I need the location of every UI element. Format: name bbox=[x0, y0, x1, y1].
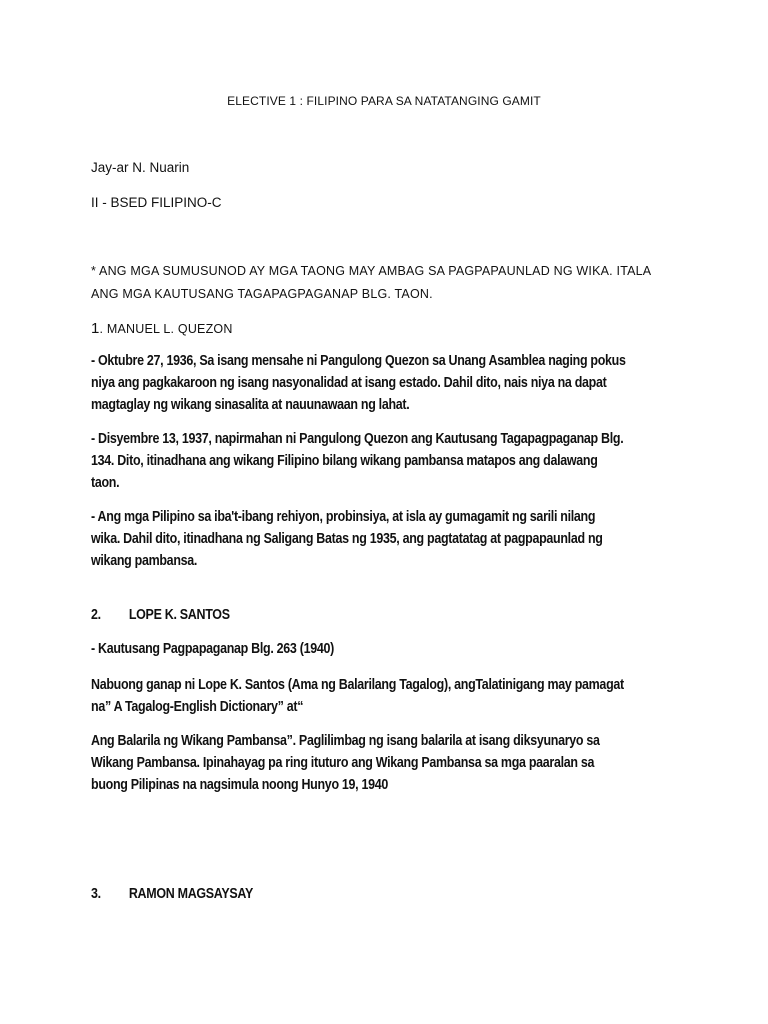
paragraph-line: wikang pambansa. bbox=[91, 553, 198, 569]
paragraph-line: 134. Dito, itinadhana ang wikang Filipino bilang wikang pambansa matapos ang dalawang bbox=[91, 453, 598, 469]
item-heading-quezon bbox=[91, 320, 233, 337]
item-number: 1 bbox=[91, 320, 100, 337]
paragraph-line: Nabuong ganap ni Lope K. Santos (Ama ng Balarilang Tagalog), angTalatinigang may pamagat bbox=[91, 677, 624, 693]
instruction-line: ANG MGA KAUTUSANG TAGAPAGPAGANAP BLG. TAON. bbox=[91, 287, 433, 301]
paragraph-line: wika. Dahil dito, itinadhana ng Saligang Batas ng 1935, ang pagtatatag at pagpapaunlad ng bbox=[91, 531, 603, 547]
paragraph-line: na” A Tagalog-English Dictionary” at“ bbox=[91, 699, 304, 715]
paragraph-line: magtaglay ng wikang sinasalita at nauunawaan ng lahat. bbox=[91, 397, 410, 413]
document-title: ELECTIVE 1 : FILIPINO PARA SA NATATANGING GAMIT bbox=[227, 94, 541, 108]
paragraph-line: Ang Balarila ng Wikang Pambansa”. Paglilimbag ng isang balarila at isang diksyunaryo sa bbox=[91, 733, 600, 749]
item-number: 2. bbox=[91, 607, 101, 623]
paragraph-line: - Oktubre 27, 1936, Sa isang mensahe ni Pangulong Quezon sa Unang Asamblea naging pokus bbox=[91, 353, 626, 369]
item-name: RAMON MAGSAYSAY bbox=[128, 886, 253, 902]
item-name: LOPE K. SANTOS bbox=[128, 607, 230, 623]
item-number: 3. bbox=[91, 886, 101, 902]
paragraph-line: - Ang mga Pilipino sa iba't-ibang rehiyon, probinsiya, at isla ay gumagamit ng sarili nilang bbox=[91, 509, 596, 525]
instruction-line: * ANG MGA SUMUSUNOD AY MGA TAONG MAY AMBAG SA PAGPAPAUNLAD NG WIKA. ITALA bbox=[91, 264, 652, 278]
paragraph-line: taon. bbox=[91, 475, 120, 491]
paragraph-line: Wikang Pambansa. Ipinahayag pa ring ituturo ang Wikang Pambansa sa mga paaralan sa bbox=[91, 755, 595, 771]
item-name: . MANUEL L. QUEZON bbox=[99, 322, 233, 336]
paragraph-line: buong Pilipinas na nagsimula noong Hunyo 19, 1940 bbox=[91, 777, 389, 793]
paragraph-line: - Disyembre 13, 1937, napirmahan ni Pangulong Quezon ang Kautusang Tagapagpaganap Blg. bbox=[91, 431, 624, 447]
section-label: II - BSED FILIPINO-C bbox=[91, 195, 222, 210]
author-name: Jay-ar N. Nuarin bbox=[91, 160, 190, 175]
item-heading-santos bbox=[91, 607, 230, 623]
item-heading-magsaysay bbox=[91, 886, 253, 902]
paragraph-line: - Kautusang Pagpapaganap Blg. 263 (1940) bbox=[91, 641, 334, 657]
paragraph-line: niya ang pagkakaroon ng isang nasyonalidad at isang estado. Dahil dito, nais niya na dapat bbox=[91, 375, 607, 391]
